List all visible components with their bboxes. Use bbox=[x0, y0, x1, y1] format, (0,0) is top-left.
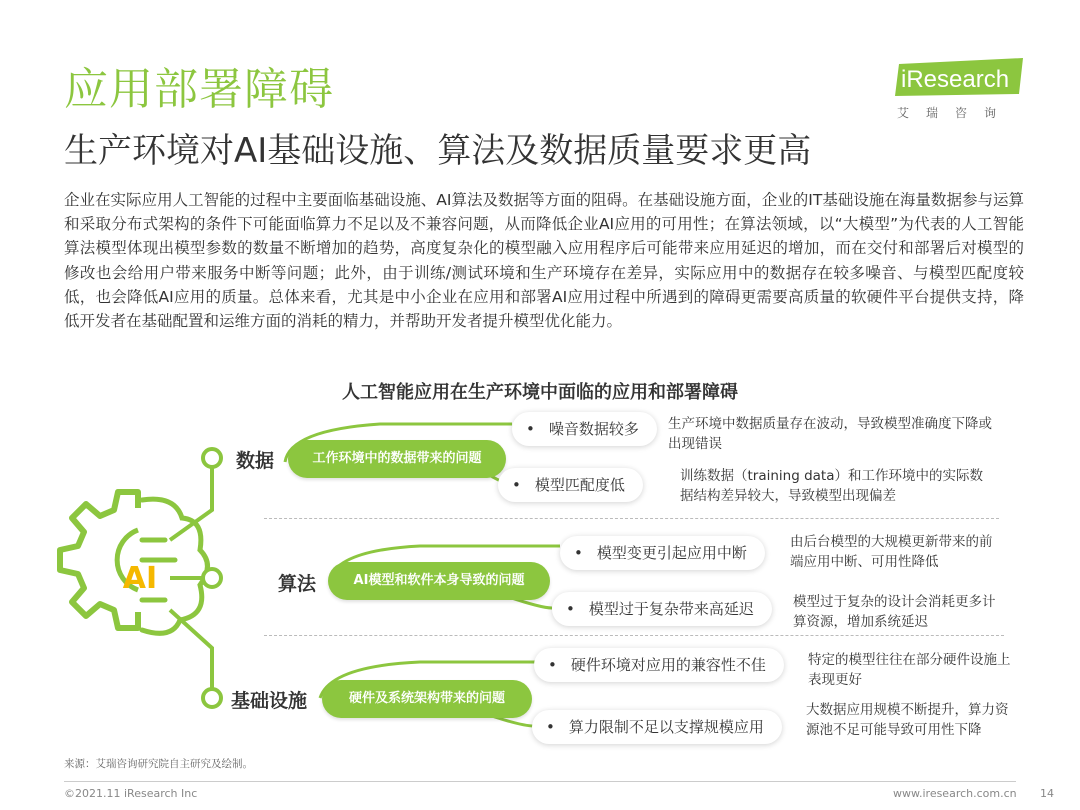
body-paragraph: 企业在实际应用人工智能的过程中主要面临基础设施、AI算法及数据等方面的阻碍。在基础设施方面，企业的IT基础设施在海量数据参与运算和采取分布式架构的条件下可能面临算力不足以及不兼容问题，从而降低企业AI应用的可用性；在算法领域，以“大模型”为代表的人工智能算法模型体现出模型参数的数量不断增加的趋势，高度复杂化的模型融入应用程序后可能带来应用延迟的增加，而在交付和部署后对模型的修改也会给用户带来服务中断等问题；此外，由于训练/测试环境和生产环境存在差异，实际应用中的数据存在较多噪音、与模型匹配度较低，也会降低AI应用的质量。总体来看，尤其是中小企业在应用和部署AI应用过程中所遇到的障碍更需要高质量的软硬件平台提供支持，降低开发者在基础配置和运维方面的消耗的精力，并帮助开发者提升模型优化能力。 bbox=[64, 191, 1024, 331]
iresearch-logo bbox=[895, 58, 1025, 128]
bullet-icon: • bbox=[574, 544, 583, 562]
issue-item bbox=[532, 710, 782, 744]
category-label-infrastructure: 基础设施 bbox=[231, 690, 308, 712]
issue-description: 由后台模型的大规模更新带来的前端应用中断、可用性降低 bbox=[790, 534, 993, 570]
issue-item bbox=[512, 412, 657, 446]
bullet-icon: • bbox=[512, 476, 521, 494]
separator-line bbox=[264, 518, 999, 519]
footer-divider bbox=[64, 781, 1016, 782]
issue-item bbox=[498, 468, 643, 502]
issue-description: 生产环境中数据质量存在波动，导致模型准确度下降或出现错误 bbox=[668, 416, 992, 452]
copyright-text: ©2021.11 iResearch Inc bbox=[64, 787, 198, 800]
issue-description: 模型过于复杂的设计会消耗更多计算资源，增加系统延迟 bbox=[793, 594, 996, 630]
separator-line bbox=[264, 635, 1004, 636]
issue-description: 特定的模型往往在部分硬件设施上表现更好 bbox=[808, 652, 1011, 688]
center-ai-glyph: AI bbox=[122, 561, 158, 596]
page-title: 应用部署障碍 bbox=[64, 64, 334, 115]
issue-label: 模型变更引起应用中断 bbox=[596, 544, 747, 562]
category-label-data: 数据 bbox=[236, 450, 275, 472]
category-pill-algorithm: AI模型和软件本身导致的问题 bbox=[328, 562, 550, 600]
website-link[interactable]: www.iresearch.com.cn bbox=[893, 787, 1017, 800]
issue-label: 算力限制不足以支撑规模应用 bbox=[568, 718, 764, 736]
source-note: 来源：艾瑞咨询研究院自主研究及绘制。 bbox=[64, 758, 253, 770]
issue-label: 噪音数据较多 bbox=[548, 420, 639, 438]
obstacle-diagram bbox=[0, 400, 1080, 760]
issue-item bbox=[534, 648, 784, 682]
issue-item bbox=[560, 536, 765, 570]
svg-text:iResearch: iResearch bbox=[901, 66, 1010, 93]
issue-label: 模型匹配度低 bbox=[534, 476, 625, 494]
issue-label: 硬件环境对应用的兼容性不佳 bbox=[570, 656, 766, 674]
diagram-title: 人工智能应用在生产环境中面临的应用和部署障碍 bbox=[342, 382, 738, 403]
bullet-icon: • bbox=[566, 600, 575, 618]
category-pill-data: 工作环境中的数据带来的问题 bbox=[288, 440, 506, 478]
issue-label: 模型过于复杂带来高延迟 bbox=[588, 600, 754, 618]
bullet-icon: • bbox=[526, 420, 535, 438]
bullet-icon: • bbox=[548, 656, 557, 674]
category-pill-infrastructure: 硬件及系统架构带来的问题 bbox=[322, 680, 532, 718]
issue-item bbox=[552, 592, 772, 626]
page-subtitle: 生产环境对AI基础设施、算法及数据质量要求更高 bbox=[64, 131, 812, 171]
logo-tagline: 艾瑞咨询 bbox=[897, 106, 1014, 120]
category-label-algorithm: 算法 bbox=[278, 573, 317, 595]
issue-description: 大数据应用规模不断提升，算力资源池不足可能导致可用性下降 bbox=[806, 702, 1009, 738]
issue-description: 训练数据（training data）和工作环境中的实际数据结构差异较大，导致模型出现偏差 bbox=[680, 468, 983, 504]
gear-icon bbox=[60, 492, 138, 628]
bullet-icon: • bbox=[546, 718, 555, 736]
page-number: 14 bbox=[1040, 787, 1054, 800]
logo-wordmark bbox=[895, 58, 1023, 96]
